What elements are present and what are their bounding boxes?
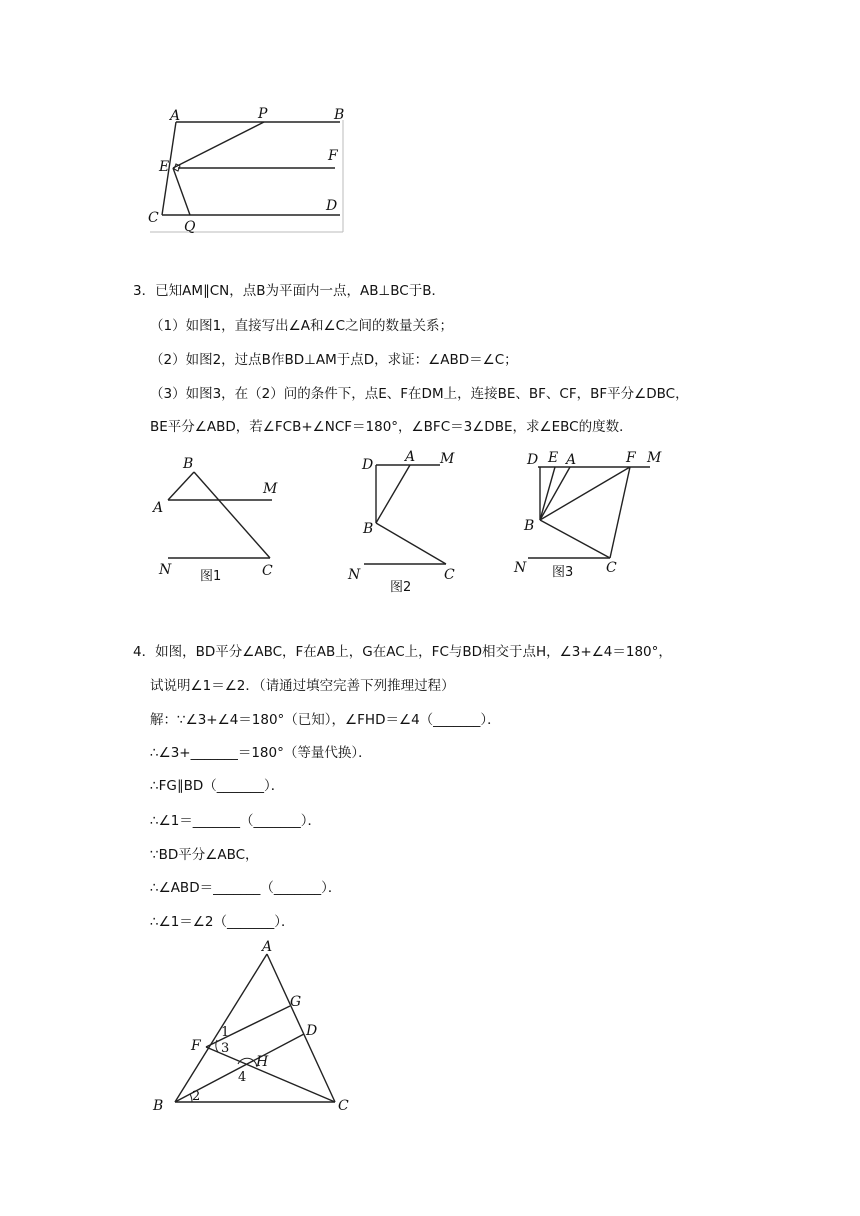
fig3-label-F: F: [626, 450, 636, 466]
angle-1: 1: [221, 1025, 230, 1040]
q4-stem-cont: 试说明∠1＝∠2．（请通过填空完善下列推理过程）: [150, 678, 455, 694]
fig2-label-N: N: [348, 567, 361, 583]
angle-2: 2: [192, 1089, 201, 1104]
q4-stem: 4．如图，BD平分∠ABC，F在AB上，G在AC上，FC与BD相交于点H，∠3+∠4＝180°，: [133, 644, 672, 660]
q4-step-2: ∴∠3+_______＝180°（等量代换）．: [150, 745, 372, 761]
fig2-caption: 图2: [390, 580, 412, 595]
label-B: B: [153, 1098, 164, 1114]
label-P: P: [258, 106, 268, 122]
q3-stem: 3．已知AM∥CN，点B为平面内一点，AB⊥BC于B．: [133, 283, 445, 299]
q4-figure: [140, 940, 370, 1120]
fig1-label-N: N: [159, 562, 172, 578]
fig2-label-D: D: [362, 457, 374, 473]
fig2-label-M: M: [440, 451, 455, 467]
fig1-label-B: B: [183, 456, 194, 472]
fig3-label-C: C: [606, 560, 617, 576]
fig2-label-C: C: [444, 567, 455, 583]
q4-step-3: ∴FG∥BD（_______）．: [150, 778, 285, 794]
q3-part2: （2）如图2，过点B作BD⊥AM于点D，求证：∠ABD＝∠C；: [150, 352, 518, 368]
q3-part3-cont: BE平分∠ABD，若∠FCB+∠NCF＝180°，∠BFC＝3∠DBE，求∠EBC的度数．: [150, 419, 633, 435]
q4-step-6: ∴∠ABD＝_______（_______）．: [150, 880, 342, 896]
angle-3: 3: [221, 1041, 230, 1056]
label-D: D: [306, 1023, 318, 1039]
label-H: H: [256, 1054, 269, 1070]
label-B: B: [334, 107, 345, 123]
q4-step-7: ∴∠1＝∠2（_______）．: [150, 914, 295, 930]
fig3-label-E: E: [548, 450, 559, 466]
angle-4: 4: [238, 1070, 247, 1085]
fig2-label-A: A: [405, 449, 416, 465]
fig3-label-A: A: [566, 452, 577, 468]
label-F: F: [328, 148, 338, 164]
q3-part1: （1）如图1，直接写出∠A和∠C之间的数量关系；: [150, 318, 454, 334]
label-G: G: [290, 994, 302, 1010]
label-A: A: [170, 108, 181, 124]
label-Q: Q: [184, 219, 196, 235]
top-figure: [140, 100, 360, 240]
label-F: F: [191, 1038, 201, 1054]
fig3-caption: 图3: [552, 565, 574, 580]
label-D: D: [326, 198, 338, 214]
fig3-label-N: N: [514, 560, 527, 576]
label-A: A: [262, 939, 273, 955]
fig1-label-C: C: [262, 563, 273, 579]
label-E: E: [159, 159, 170, 175]
q3-figure-1: [150, 450, 290, 590]
q3-part3: （3）如图3，在（2）问的条件下，点E、F在DM上，连接BE、BF、CF，BF平分∠DBC，: [150, 386, 689, 402]
fig1-label-M: M: [263, 481, 278, 497]
fig2-label-B: B: [363, 521, 374, 537]
fig1-caption: 图1: [200, 569, 222, 584]
label-C: C: [148, 210, 159, 226]
q4-step-5: ∵BD平分∠ABC，: [150, 847, 259, 863]
q4-step-1: 解：∵∠3+∠4＝180°（已知），∠FHD＝∠4（_______）．: [150, 712, 501, 728]
fig3-label-B: B: [524, 518, 535, 534]
fig3-label-M: M: [647, 450, 662, 466]
q3-figure-2: [340, 448, 480, 598]
q4-step-4: ∴∠1＝_______（_______）．: [150, 813, 322, 829]
label-C: C: [338, 1098, 349, 1114]
q3-figure-3: [510, 448, 680, 588]
fig3-label-D: D: [527, 452, 539, 468]
fig1-label-A: A: [153, 500, 164, 516]
